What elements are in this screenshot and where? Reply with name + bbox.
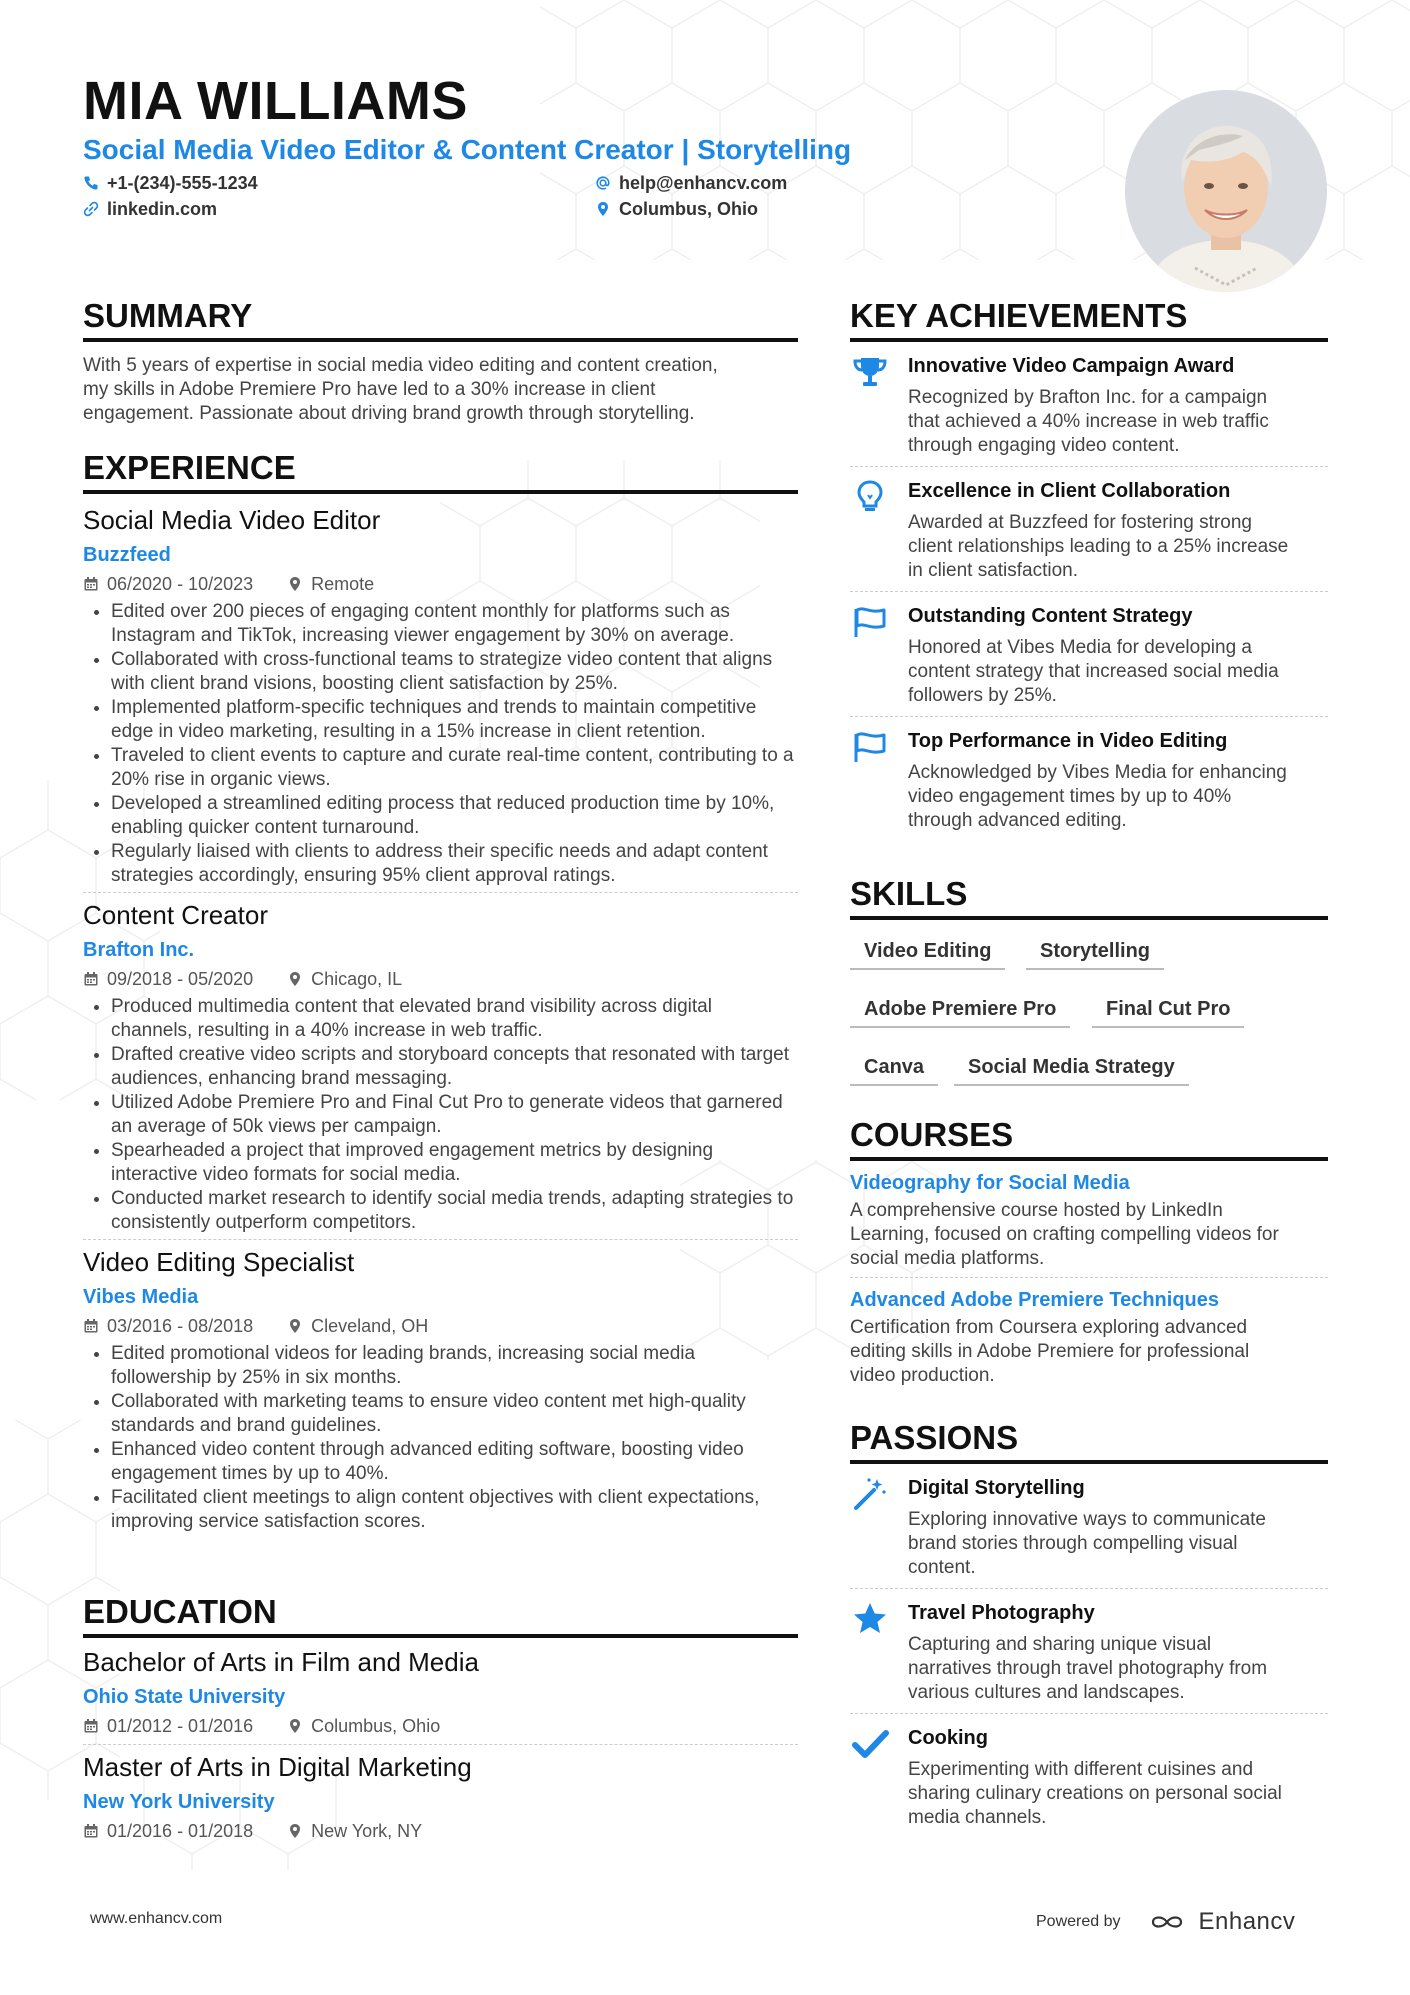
passion-description	[908, 1508, 1266, 1580]
location-text: Columbus, Ohio	[619, 199, 758, 219]
description-line: social media platforms.	[850, 1248, 1045, 1269]
achievement-description	[908, 386, 1269, 458]
passion-item	[850, 1474, 1328, 1589]
powered-by-label: Powered by	[1036, 1913, 1121, 1930]
bullet-item: • Conducted market research to identify social media trends, adapting strategies to consistently outperform competitors.	[111, 1187, 798, 1235]
calendar-icon	[83, 971, 99, 987]
description-line: followers by 25%.	[908, 685, 1057, 706]
achievement-description	[908, 636, 1279, 708]
location-pin-icon	[287, 576, 303, 592]
job-location: Remote	[311, 574, 375, 594]
passions-heading: PASSIONS	[850, 1418, 1328, 1464]
description-line: through advanced editing.	[908, 810, 1127, 831]
description-line: that achieved a 40% increase in web traffic	[908, 411, 1269, 432]
contact-email[interactable]	[595, 171, 787, 195]
job-bullets	[83, 995, 798, 1235]
bullet-item: • Utilized Adobe Premiere Pro and Final Cut Pro to generate videos that garnered an average of 50k views per campaign.	[111, 1091, 798, 1139]
job-location: Cleveland, OH	[311, 1316, 429, 1336]
job-bullets	[83, 1342, 798, 1534]
experience-section	[83, 448, 798, 1534]
experience-item	[83, 899, 798, 1240]
contact-location	[595, 197, 758, 221]
bullet-item: • Collaborated with cross-functional teams to strategize video content that aligns with client brand visions, boosting client satisfaction by 25%.	[111, 648, 798, 696]
course-title: Advanced Adobe Premiere Techniques	[850, 1289, 1219, 1311]
achievement-item	[850, 352, 1328, 467]
experience-item	[83, 504, 798, 893]
at-sign-icon	[595, 175, 611, 191]
phone-icon	[83, 175, 99, 191]
skill-tag: Final Cut Pro	[1092, 992, 1244, 1028]
courses-heading: COURSES	[850, 1115, 1328, 1161]
achievement-description	[908, 761, 1287, 833]
skill-tag: Video Editing	[850, 934, 1005, 970]
education-item	[83, 1751, 798, 1843]
magic-wand-icon	[850, 1474, 890, 1514]
courses-section	[850, 1115, 1328, 1388]
description-line: Capturing and sharing unique visual	[908, 1634, 1212, 1655]
location-pin-icon	[287, 1318, 303, 1334]
bullet-item: • Enhanced video content through advanced editing software, boosting video engagement times by up to 40%.	[111, 1438, 798, 1486]
description-line: in client satisfaction.	[908, 560, 1079, 581]
email-text: help@enhancv.com	[619, 173, 788, 193]
calendar-icon	[83, 1318, 99, 1334]
job-meta	[83, 572, 798, 596]
headline-title: Social Media Video Editor & Content Creator | Storytelling	[83, 134, 852, 165]
job-title: Social Media Video Editor	[83, 505, 381, 535]
description-line: Recognized by Brafton Inc. for a campaign	[908, 387, 1268, 408]
achievement-item	[850, 727, 1328, 833]
summary-section	[83, 296, 798, 426]
contact-linkedin[interactable]	[83, 197, 217, 221]
enhancv-logo-mark-icon	[1147, 1910, 1191, 1934]
achievement-item	[850, 477, 1328, 592]
experience-heading: EXPERIENCE	[83, 448, 798, 494]
achievement-title: Top Performance in Video Editing	[908, 730, 1228, 752]
job-meta	[83, 967, 798, 991]
trophy-icon	[850, 352, 890, 392]
footer-powered-by	[1036, 1908, 1295, 1936]
school-name: Ohio State University	[83, 1686, 286, 1708]
achievement-title: Excellence in Client Collaboration	[908, 480, 1231, 502]
star-icon	[850, 1599, 890, 1639]
phone-text: +1-(234)-555-1234	[107, 173, 258, 193]
summary-line: my skills in Adobe Premiere Pro have led to a 30% increase in client	[83, 379, 656, 400]
degree-title: Master of Arts in Digital Marketing	[83, 1752, 472, 1782]
job-meta	[83, 1314, 798, 1338]
achievement-item	[850, 602, 1328, 717]
description-line: Awarded at Buzzfeed for fostering strong	[908, 512, 1252, 533]
brand-name: Enhancv	[1198, 1908, 1296, 1935]
company-name: Buzzfeed	[83, 544, 171, 566]
passion-item	[850, 1599, 1328, 1714]
education-location: Columbus, Ohio	[311, 1716, 441, 1736]
job-location: Chicago, IL	[311, 969, 403, 989]
summary-text	[83, 354, 798, 426]
school-name: New York University	[83, 1791, 275, 1813]
company-name: Vibes Media	[83, 1286, 199, 1308]
course-item	[850, 1286, 1328, 1388]
candidate-name: MIA WILLIAMS	[83, 71, 468, 131]
footer-website-link[interactable]: www.enhancv.com	[90, 1910, 223, 1927]
description-line: Acknowledged by Vibes Media for enhancing	[908, 762, 1287, 783]
enhancv-logo[interactable]	[1147, 1908, 1296, 1936]
description-line: content strategy that increased social media	[908, 661, 1279, 682]
bullet-item: • Drafted creative video scripts and storyboard concepts that resonated with target audiences, enhancing brand messaging.	[111, 1043, 798, 1091]
summary-line: engagement. Passionate about driving brand growth through storytelling.	[83, 403, 695, 424]
description-line: narratives through travel photography from	[908, 1658, 1268, 1679]
bullet-item: • Traveled to client events to capture and curate real-time content, contributing to a 20% rise in organic views.	[111, 744, 798, 792]
calendar-icon	[83, 1718, 99, 1734]
skills-heading: SKILLS	[850, 874, 1328, 920]
description-line: various cultures and landscapes.	[908, 1682, 1185, 1703]
description-line: Learning, focused on crafting compelling videos for	[850, 1224, 1279, 1245]
job-dates: 06/2020 - 10/2023	[107, 574, 254, 594]
description-line: A comprehensive course hosted by LinkedIn	[850, 1200, 1223, 1221]
link-icon	[83, 201, 99, 217]
description-line: Certification from Coursera exploring advanced	[850, 1317, 1248, 1338]
skill-tag: Adobe Premiere Pro	[850, 992, 1070, 1028]
achievement-title: Outstanding Content Strategy	[908, 605, 1193, 627]
flag-icon	[850, 727, 890, 767]
company-name: Brafton Inc.	[83, 939, 195, 961]
description-line: client relationships leading to a 25% increase	[908, 536, 1289, 557]
description-line: brand stories through compelling visual	[908, 1533, 1238, 1554]
achievements-heading: KEY ACHIEVEMENTS	[850, 296, 1328, 342]
location-pin-icon	[287, 1823, 303, 1839]
linkedin-text: linkedin.com	[107, 199, 218, 219]
achievement-title: Innovative Video Campaign Award	[908, 355, 1235, 377]
bullet-item: • Produced multimedia content that elevated brand visibility across digital channels, resulting in a 40% increase in web traffic.	[111, 995, 798, 1043]
education-section	[83, 1592, 798, 1843]
bullet-item: • Spearheaded a project that improved engagement metrics by designing interactive video formats for social media.	[111, 1139, 798, 1187]
location-pin-icon	[595, 201, 611, 217]
course-title: Videography for Social Media	[850, 1172, 1130, 1194]
bullet-item: • Regularly liaised with clients to address their specific needs and adapt content strategies accordingly, ensuring 95% client approval ratings.	[111, 840, 798, 888]
calendar-icon	[83, 576, 99, 592]
course-item	[850, 1169, 1328, 1278]
description-line: sharing culinary creations on personal social	[908, 1783, 1282, 1804]
education-dates: 01/2016 - 01/2018	[107, 1821, 254, 1841]
bullet-item: • Edited promotional videos for leading brands, increasing social media followership by 25% in six months.	[111, 1342, 798, 1390]
summary-heading: SUMMARY	[83, 296, 798, 342]
skill-tag: Storytelling	[1026, 934, 1164, 970]
bullet-item: • Implemented platform-specific techniques and trends to maintain competitive edge in video marketing, resulting in a 15% increase in client retention.	[111, 696, 798, 744]
checkmark-icon	[850, 1724, 890, 1764]
skill-tag: Social Media Strategy	[954, 1050, 1189, 1086]
passion-description	[908, 1633, 1267, 1705]
description-line: editing skills in Adobe Premiere for professional	[850, 1341, 1250, 1362]
description-line: Honored at Vibes Media for developing a	[908, 637, 1252, 658]
calendar-icon	[83, 1823, 99, 1839]
education-meta	[83, 1819, 798, 1843]
bullet-item: • Facilitated client meetings to align content objectives with client expectations, improving service satisfaction scores.	[111, 1486, 798, 1534]
job-bullets	[83, 600, 798, 888]
description-line: Experimenting with different cuisines and	[908, 1759, 1254, 1780]
achievements-section	[850, 296, 1328, 833]
course-description	[850, 1316, 1328, 1388]
education-meta	[83, 1714, 798, 1738]
education-item	[83, 1646, 798, 1745]
education-heading: EDUCATION	[83, 1592, 798, 1638]
location-pin-icon	[287, 971, 303, 987]
description-line: video production.	[850, 1365, 995, 1386]
course-description	[850, 1199, 1328, 1271]
lightbulb-icon	[850, 477, 890, 517]
summary-line: With 5 years of expertise in social media video editing and content creation,	[83, 355, 718, 376]
profile-photo-illustration	[1125, 90, 1327, 292]
passion-description	[908, 1758, 1282, 1830]
bullet-item: • Collaborated with marketing teams to ensure video content met high-quality standards and brand guidelines.	[111, 1390, 798, 1438]
achievement-description	[908, 511, 1288, 583]
education-location: New York, NY	[311, 1821, 423, 1841]
passion-title: Travel Photography	[908, 1602, 1095, 1624]
experience-item	[83, 1246, 798, 1534]
description-line: video engagement times by up to 40%	[908, 786, 1232, 807]
passion-title: Cooking	[908, 1727, 988, 1749]
job-dates: 09/2018 - 05/2020	[107, 969, 254, 989]
description-line: through engaging video content.	[908, 435, 1180, 456]
flag-icon	[850, 602, 890, 642]
bullet-item: • Edited over 200 pieces of engaging content monthly for platforms such as Instagram and TikTok, increasing viewer engagement by 30% on average.	[111, 600, 798, 648]
degree-title: Bachelor of Arts in Film and Media	[83, 1647, 479, 1677]
description-line: content.	[908, 1557, 976, 1578]
passions-section	[850, 1418, 1328, 1830]
description-line: media channels.	[908, 1807, 1047, 1828]
passion-title: Digital Storytelling	[908, 1477, 1085, 1499]
skills-section	[850, 874, 1328, 1094]
location-pin-icon	[287, 1718, 303, 1734]
bullet-item: • Developed a streamlined editing process that reduced production time by 10%, enabling quicker content turnaround.	[111, 792, 798, 840]
passion-item	[850, 1724, 1328, 1830]
skill-tag: Canva	[850, 1050, 938, 1086]
profile-photo	[1125, 90, 1327, 292]
education-dates: 01/2012 - 01/2016	[107, 1716, 254, 1736]
job-dates: 03/2016 - 08/2018	[107, 1316, 254, 1336]
job-title: Video Editing Specialist	[83, 1247, 355, 1277]
job-title: Content Creator	[83, 900, 268, 930]
contact-phone	[83, 171, 258, 195]
description-line: Exploring innovative ways to communicate	[908, 1509, 1267, 1530]
